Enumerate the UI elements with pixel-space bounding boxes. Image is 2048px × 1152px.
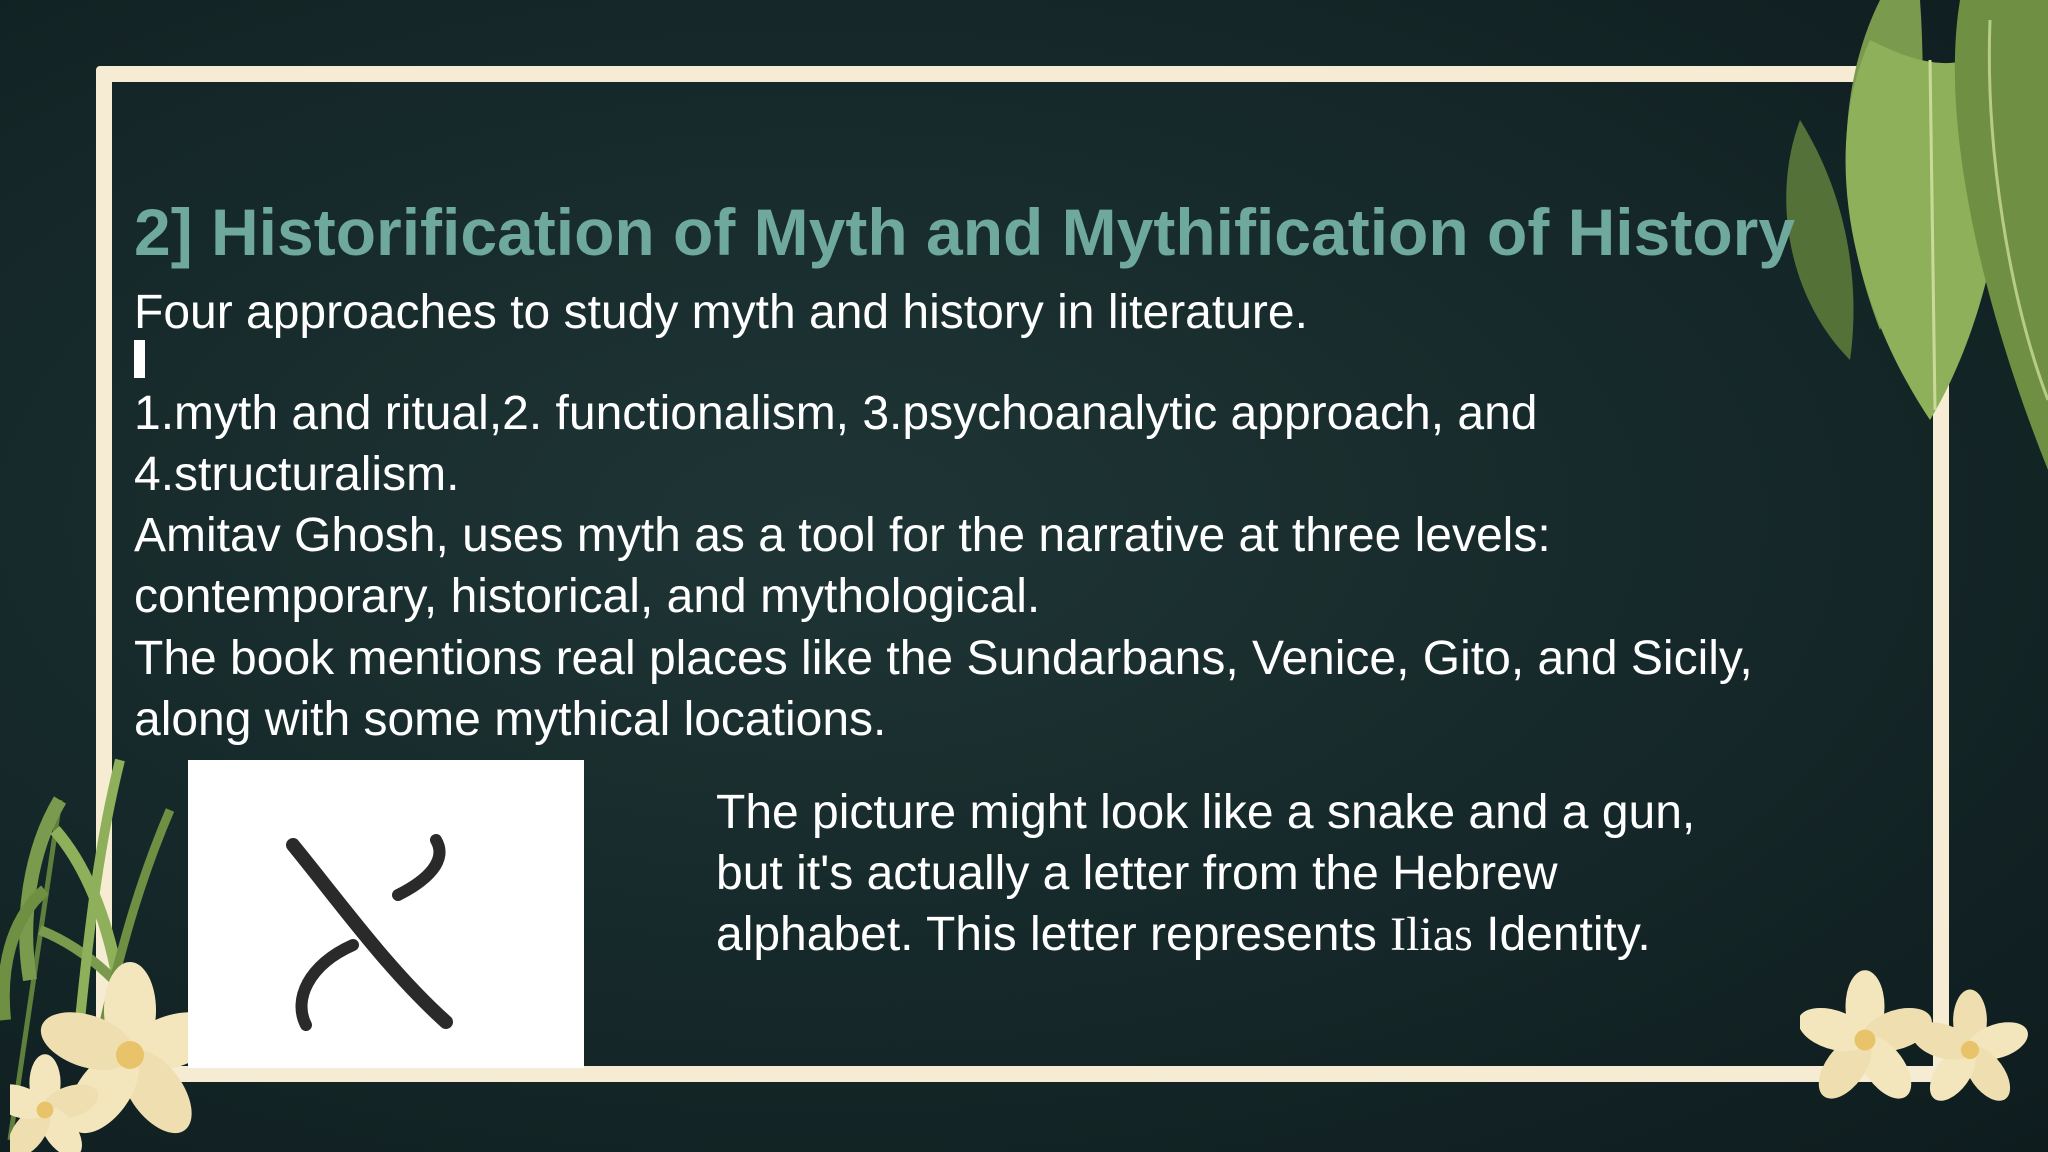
caption-line-3-name: Ilias [1390, 908, 1473, 961]
caption-line-3-start: alphabet. This letter represents [716, 908, 1391, 961]
body-line-approaches-cont: 4.structuralism. [134, 448, 460, 501]
caption-line-2: but it's actually a letter from the Hebrew [716, 847, 1558, 900]
hebrew-letter-glyph-icon [188, 760, 584, 1068]
body-line-places-cont: along with some mythical locations. [134, 693, 887, 746]
caption-line-3 [716, 904, 1651, 966]
body-line-ghosh-cont: contemporary, historical, and mythological. [134, 570, 1041, 623]
text-cursor [134, 340, 145, 378]
banana-leaf-top-right [1760, 0, 2048, 560]
body-line-approaches: 1.myth and ritual,2. functionalism, 3.psychoanalytic approach, and [134, 387, 1538, 440]
body-line-intro: Four approaches to study myth and history in literature. [134, 286, 1308, 339]
body-line-places: The book mentions real places like the Sundarbans, Venice, Gito, and Sicily, [134, 632, 1753, 685]
plumeria-flower-bottom-right [1800, 965, 2040, 1115]
slide-title: 2] Historification of Myth and Mythification of History [134, 195, 1796, 269]
body-line-ghosh: Amitav Ghosh, uses myth as a tool for the narrative at three levels: [134, 509, 1551, 562]
hebrew-letter-image [188, 760, 584, 1068]
caption-line-1: The picture might look like a snake and a gun, [716, 786, 1696, 839]
caption-line-3-end: Identity. [1472, 908, 1651, 961]
